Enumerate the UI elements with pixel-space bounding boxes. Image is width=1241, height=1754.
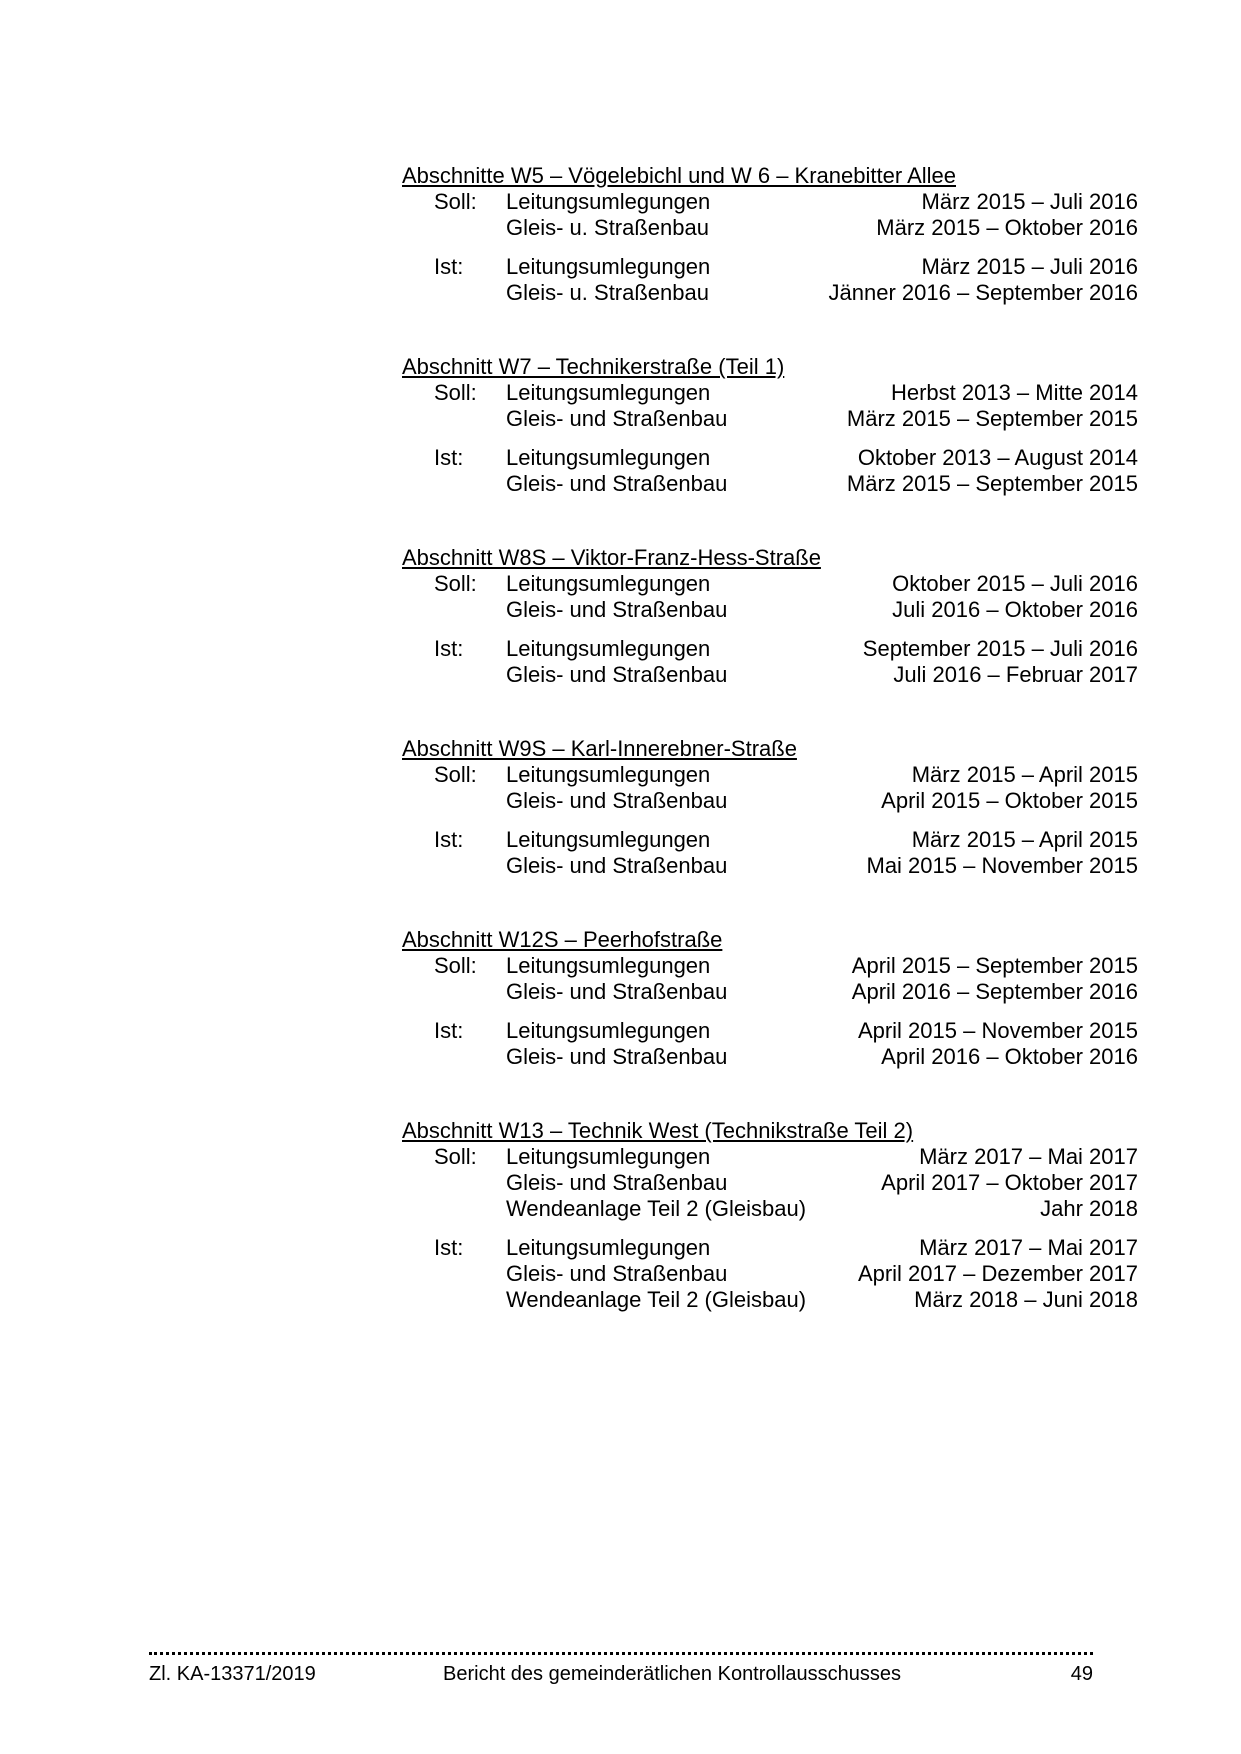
section-heading-text: Abschnitt W9S – Karl-Innerebner-Straße xyxy=(402,736,797,761)
schedule-row xyxy=(402,380,1138,406)
section-heading xyxy=(402,545,1138,571)
period-value: September 2015 – Juli 2016 xyxy=(862,636,1138,661)
schedule-row xyxy=(402,853,1138,879)
activity-label: Leitungsumlegungen xyxy=(506,189,711,214)
section-heading xyxy=(402,736,1138,762)
section-heading xyxy=(402,1118,1138,1144)
schedule-group xyxy=(402,380,1138,432)
footer-line xyxy=(149,1661,1093,1687)
period-value: Juli 2016 – Oktober 2016 xyxy=(892,597,1138,622)
status-label: Ist: xyxy=(434,1235,464,1260)
status-label: Soll: xyxy=(434,380,477,405)
schedule-row xyxy=(402,1287,1138,1313)
activity-label: Wendeanlage Teil 2 (Gleisbau) xyxy=(506,1287,807,1312)
schedule-row xyxy=(402,827,1138,853)
page-footer xyxy=(149,1640,1093,1687)
schedule-row xyxy=(402,662,1138,688)
footer-dotted-rule xyxy=(149,1640,1093,1655)
activity-label: Leitungsumlegungen xyxy=(506,1144,711,1169)
status-label: Ist: xyxy=(434,1018,464,1043)
period-value: März 2015 – April 2015 xyxy=(911,762,1138,787)
status-label: Ist: xyxy=(434,254,464,279)
period-value: Jänner 2016 – September 2016 xyxy=(828,280,1138,305)
schedule-section xyxy=(402,1118,1138,1313)
activity-label: Gleis- und Straßenbau xyxy=(506,662,728,687)
footer-reference: Zl. KA-13371/2019 xyxy=(149,1663,316,1685)
footer-page-number: 49 xyxy=(1070,1663,1093,1685)
status-label: Soll: xyxy=(434,762,477,787)
schedule-group xyxy=(402,1018,1138,1070)
schedule-section xyxy=(402,736,1138,879)
section-heading-text: Abschnitt W13 – Technik West (Technikstraße Teil 2) xyxy=(402,1118,914,1143)
schedule-group xyxy=(402,762,1138,814)
period-value: März 2017 – Mai 2017 xyxy=(919,1235,1138,1260)
period-value: Herbst 2013 – Mitte 2014 xyxy=(890,380,1138,405)
period-value: Oktober 2015 – Juli 2016 xyxy=(892,571,1138,596)
activity-label: Gleis- und Straßenbau xyxy=(506,1170,728,1195)
status-label: Ist: xyxy=(434,636,464,661)
status-label: Soll: xyxy=(434,189,477,214)
schedule-row xyxy=(402,1235,1138,1261)
schedule-row xyxy=(402,1261,1138,1287)
period-value: März 2015 – Juli 2016 xyxy=(921,254,1138,279)
status-label: Soll: xyxy=(434,571,477,596)
schedule-row xyxy=(402,1196,1138,1222)
activity-label: Leitungsumlegungen xyxy=(506,762,711,787)
schedule-group xyxy=(402,1144,1138,1222)
status-label: Soll: xyxy=(434,1144,477,1169)
activity-label: Leitungsumlegungen xyxy=(506,1018,711,1043)
schedule-section xyxy=(402,545,1138,688)
schedule-content xyxy=(402,163,1138,1361)
section-heading-text: Abschnitte W5 – Vögelebichl und W 6 – Kranebitter Allee xyxy=(402,163,956,188)
status-label: Soll: xyxy=(434,953,477,978)
section-heading-text: Abschnitt W7 – Technikerstraße (Teil 1) xyxy=(402,354,785,379)
period-value: März 2015 – September 2015 xyxy=(846,471,1138,496)
schedule-group xyxy=(402,636,1138,688)
period-value: März 2018 – Juni 2018 xyxy=(914,1287,1138,1312)
period-value: Oktober 2013 – August 2014 xyxy=(857,445,1138,470)
schedule-group xyxy=(402,827,1138,879)
status-label: Ist: xyxy=(434,827,464,852)
schedule-row xyxy=(402,597,1138,623)
activity-label: Leitungsumlegungen xyxy=(506,254,711,279)
schedule-row xyxy=(402,406,1138,432)
schedule-section xyxy=(402,163,1138,306)
activity-label: Gleis- und Straßenbau xyxy=(506,1044,728,1069)
schedule-group xyxy=(402,953,1138,1005)
period-value: April 2017 – Dezember 2017 xyxy=(857,1261,1138,1286)
schedule-row xyxy=(402,471,1138,497)
activity-label: Gleis- und Straßenbau xyxy=(506,788,728,813)
footer-report-title: Bericht des gemeinderätlichen Kontrollausschusses xyxy=(443,1663,902,1685)
schedule-group xyxy=(402,571,1138,623)
activity-label: Leitungsumlegungen xyxy=(506,445,711,470)
schedule-group xyxy=(402,445,1138,497)
period-value: April 2016 – September 2016 xyxy=(851,979,1138,1004)
period-value: Juli 2016 – Februar 2017 xyxy=(893,662,1138,687)
activity-label: Gleis- und Straßenbau xyxy=(506,406,728,431)
period-value: April 2015 – November 2015 xyxy=(857,1018,1138,1043)
schedule-row xyxy=(402,280,1138,306)
schedule-section xyxy=(402,927,1138,1070)
period-value: April 2016 – Oktober 2016 xyxy=(881,1044,1138,1069)
schedule-section xyxy=(402,354,1138,497)
period-value: Jahr 2018 xyxy=(1040,1196,1138,1221)
section-heading-text: Abschnitt W8S – Viktor-Franz-Hess-Straße xyxy=(402,545,821,570)
activity-label: Gleis- und Straßenbau xyxy=(506,471,728,496)
activity-label: Gleis- u. Straßenbau xyxy=(506,280,709,305)
section-heading xyxy=(402,927,1138,953)
activity-label: Leitungsumlegungen xyxy=(506,636,711,661)
schedule-row xyxy=(402,1018,1138,1044)
schedule-group xyxy=(402,1235,1138,1313)
schedule-row xyxy=(402,571,1138,597)
schedule-row xyxy=(402,636,1138,662)
activity-label: Leitungsumlegungen xyxy=(506,827,711,852)
schedule-row xyxy=(402,254,1138,280)
activity-label: Gleis- u. Straßenbau xyxy=(506,215,709,240)
status-label: Ist: xyxy=(434,445,464,470)
period-value: Mai 2015 – November 2015 xyxy=(866,853,1138,878)
activity-label: Leitungsumlegungen xyxy=(506,953,711,978)
schedule-row xyxy=(402,788,1138,814)
period-value: April 2015 – Oktober 2015 xyxy=(881,788,1138,813)
schedule-row xyxy=(402,762,1138,788)
section-heading xyxy=(402,163,1138,189)
section-heading-text: Abschnitt W12S – Peerhofstraße xyxy=(402,927,723,952)
activity-label: Leitungsumlegungen xyxy=(506,1235,711,1260)
schedule-row xyxy=(402,1044,1138,1070)
period-value: April 2015 – September 2015 xyxy=(851,953,1138,978)
section-heading xyxy=(402,354,1138,380)
period-value: März 2015 – September 2015 xyxy=(846,406,1138,431)
period-value: März 2015 – Juli 2016 xyxy=(921,189,1138,214)
activity-label: Gleis- und Straßenbau xyxy=(506,979,728,1004)
period-value: März 2017 – Mai 2017 xyxy=(919,1144,1138,1169)
activity-label: Gleis- und Straßenbau xyxy=(506,597,728,622)
schedule-group xyxy=(402,254,1138,306)
schedule-row xyxy=(402,979,1138,1005)
schedule-row xyxy=(402,1144,1138,1170)
schedule-group xyxy=(402,189,1138,241)
activity-label: Wendeanlage Teil 2 (Gleisbau) xyxy=(506,1196,807,1221)
activity-label: Leitungsumlegungen xyxy=(506,571,711,596)
period-value: März 2015 – April 2015 xyxy=(911,827,1138,852)
activity-label: Gleis- und Straßenbau xyxy=(506,853,728,878)
activity-label: Gleis- und Straßenbau xyxy=(506,1261,728,1286)
activity-label: Leitungsumlegungen xyxy=(506,380,711,405)
schedule-row xyxy=(402,445,1138,471)
schedule-row xyxy=(402,189,1138,215)
schedule-row xyxy=(402,215,1138,241)
period-value: April 2017 – Oktober 2017 xyxy=(881,1170,1138,1195)
period-value: März 2015 – Oktober 2016 xyxy=(876,215,1138,240)
schedule-row xyxy=(402,953,1138,979)
schedule-row xyxy=(402,1170,1138,1196)
